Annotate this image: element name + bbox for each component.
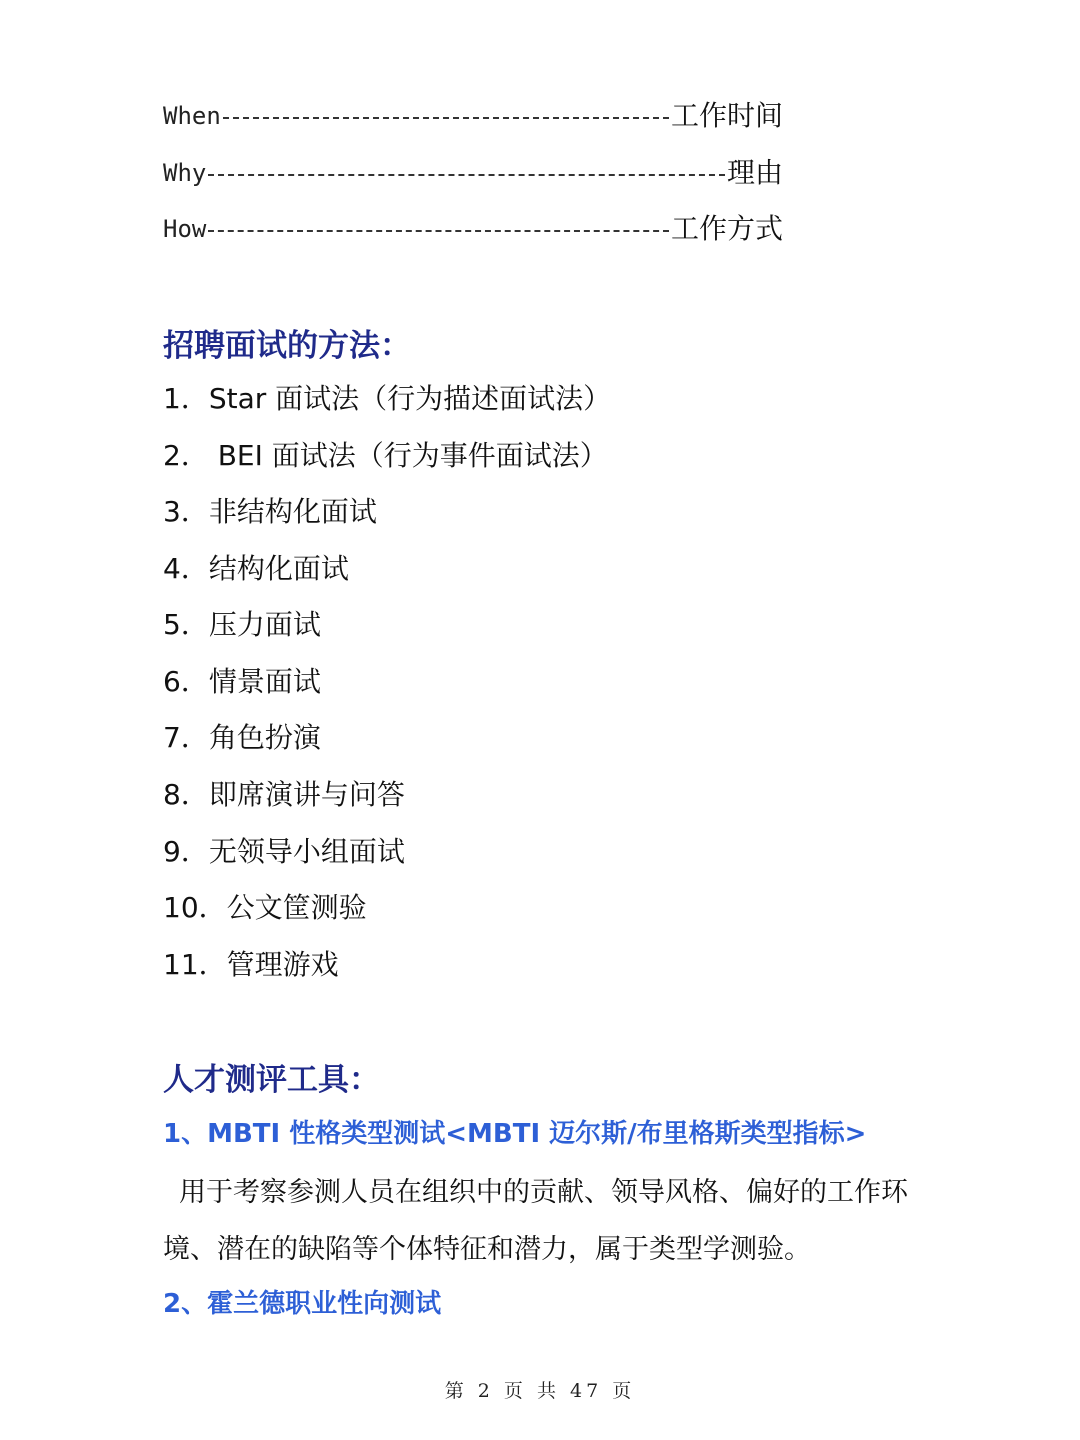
w-row-how (163, 211, 783, 247)
list-item: 2． BEI 面试法（行为事件面试法） (163, 439, 608, 472)
w-row-en: Why (163, 159, 207, 187)
assessment-item-title: 1、MBTI 性格类型测试<MBTI 迈尔斯/布里格斯类型指标> (163, 1119, 867, 1149)
section-heading-interview-methods: 招聘面试的方法： (163, 328, 411, 364)
list-item: 1．Star 面试法（行为描述面试法） (163, 382, 612, 415)
w-row-why (163, 155, 783, 191)
list-item: 11．管理游戏 (163, 948, 339, 981)
list-item: 3．非结构化面试 (163, 495, 377, 528)
list-item: 8．即席演讲与问答 (163, 778, 405, 811)
list-item: 10．公文筐测验 (163, 891, 367, 924)
assessment-item-description (163, 1164, 923, 1278)
assessment-item-title: 2、霍兰德职业性向测试 (163, 1289, 442, 1319)
list-item: 5．压力面试 (163, 608, 321, 641)
w-row-en: When (163, 102, 221, 130)
dash-leader (208, 174, 725, 176)
list-item: 7．角色扮演 (163, 721, 321, 754)
w-row-when (163, 98, 783, 134)
w-row-zh: 工作方式 (670, 212, 783, 245)
list-item: 6．情景面试 (163, 665, 321, 698)
w-row-zh: 工作时间 (670, 99, 783, 132)
w-row-zh: 理由 (726, 156, 783, 189)
w-row-en: How (163, 215, 207, 243)
dash-leader (223, 117, 669, 119)
assessment-item-description-text: 用于考察参测人员在组织中的贡献、领导风格、偏好的工作环境、潜在的缺陷等个体特征和潜力，属于类型学测验。 (163, 1177, 908, 1265)
list-item: 9．无领导小组面试 (163, 835, 405, 868)
list-item: 4．结构化面试 (163, 552, 349, 585)
dash-leader (208, 230, 669, 232)
page-number: 第 2 页 共 47 页 (444, 1380, 636, 1402)
section-heading-talent-assessment: 人才测评工具： (163, 1062, 380, 1098)
